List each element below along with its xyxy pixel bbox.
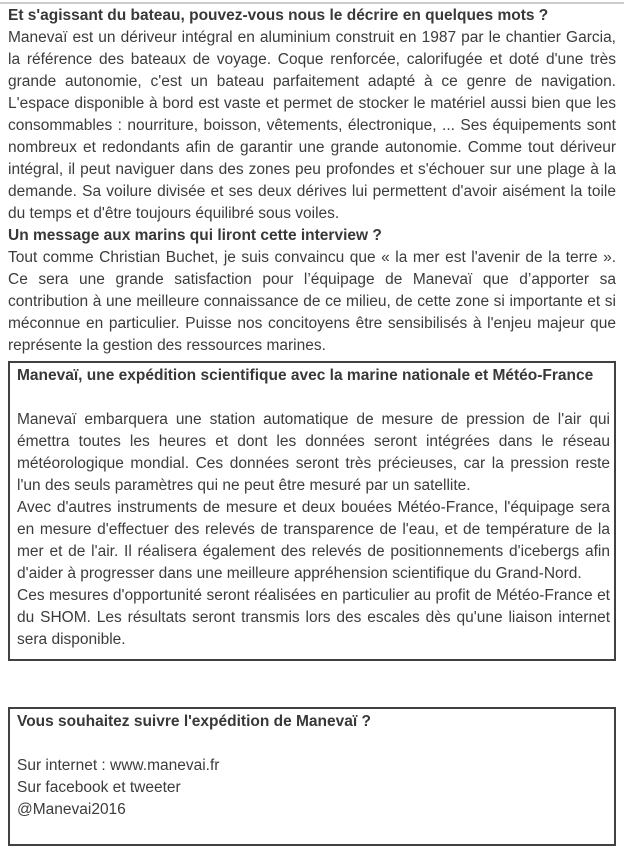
follow-box-title: Vous souhaitez suivre l'expédition de Manevaï ? (17, 713, 371, 730)
follow-expedition-box (8, 707, 616, 846)
science-box-title: Manevaï, une expédition scientifique avec la marine nationale et Météo-France (17, 367, 594, 384)
science-paragraph-results: Ces mesures d'opportunité seront réalisées en particulier au profit de Météo-France et du SHOM. Les résultats seront transmis lors des escales dès qu'une liaison internet sera disponible. (17, 587, 610, 648)
question-boat-heading: Et s'agissant du bateau, pouvez-vous nous le décrire en quelques mots ? (8, 7, 549, 24)
science-paragraph-pressure: Manevaï embarquera une station automatique de mesure de pression de l'air qui émettra toutes les heures et dont les données seront intégrées dans le réseau météorologique mondial. Ces données seront très précieuses, car la pression reste l'un des seuls paramètres qui ne peut être mesuré par un satellite. (17, 411, 610, 494)
page-content (0, 4, 624, 846)
social-networks-line: Sur facebook et tweeter (17, 779, 181, 796)
answer-boat-paragraph: Manevaï est un dériveur intégral en aluminium construit en 1987 par le chantier Garcia, la référence des bateaux de voyage. Coque renforcée, calorifugée et doté d'une très grande autonomie, c'est un bateau parfaitement adapté à ce genre de navigation. L'espace disponible à bord est vaste et permet de stocker le matériel aussi bien que les consommables : nourriture, boisson, vêtements, électronique, ... Ses équipements sont nombreux et redondants afin de garantir une grande autonomie. Comme tout dériveur intégral, il peut naviguer dans des zones peu profondes et s'échouer sur une plage à la demande. Sa voilure divisée et ses deux dérives lui permettent d'avoir aisément la toile du temps et d'être toujours équilibré sous voiles. (8, 29, 616, 222)
science-paragraph-instruments: Avec d'autres instruments de mesure et deux bouées Météo-France, l'équipage sera en mesure d'effectuer des relevés de transparence de l'eau, et de température de la mer et de l'air. Il réalisera également des relevés de positionnements d'icebergs afin d'aider à progresser dans une meilleure appréhension scientifique du Grand-Nord. (17, 499, 610, 582)
science-box-body (17, 409, 610, 651)
science-expedition-box (8, 361, 616, 661)
document-page (0, 2, 624, 846)
question-message-heading: Un message aux marins qui liront cette interview ? (8, 227, 382, 244)
interview-section (8, 5, 616, 357)
follow-box-body (17, 755, 610, 821)
twitter-handle-line: @Manevai2016 (17, 801, 126, 818)
website-line: Sur internet : www.manevai.fr (17, 757, 220, 774)
answer-message-paragraph: Tout comme Christian Buchet, je suis convaincu que « la mer est l'avenir de la terre ». Ce sera une grande satisfaction pour l’équipage de Manevaï que d’apporter sa contribution à une meilleure connaissance de ce milieu, de cette zone si importante et si méconnue en particulier. Puisse nos concitoyens être sensibilisés à l'enjeu majeur que représente la gestion des ressources marines. (8, 249, 616, 354)
